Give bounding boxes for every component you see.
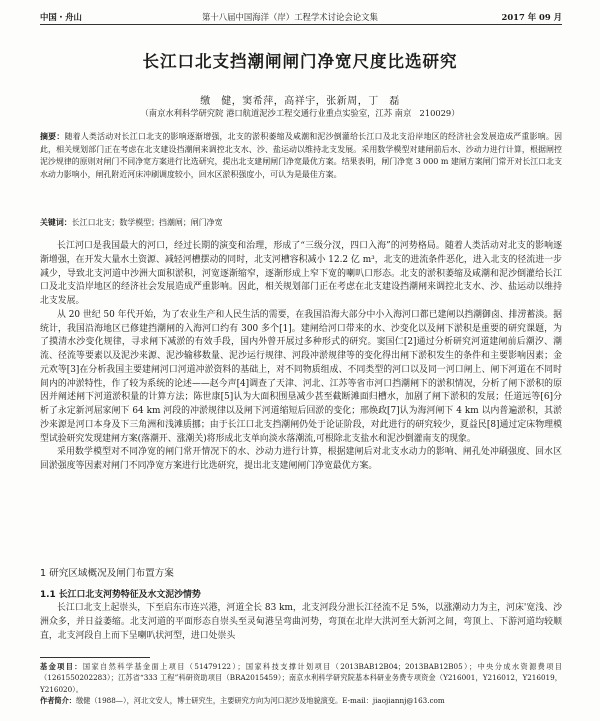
keywords bbox=[40, 217, 562, 230]
paper-title: 长江口北支挡潮闸闸门净宽尺度比选研究 bbox=[142, 52, 458, 71]
keywords-label: 关键词： bbox=[40, 218, 72, 227]
body-paragraph: 从 20 世纪 50 年代开始，为了农业生产和人民生活的需要，在我国沿海大部分中小入海河口都已建闸以挡潮御卤、排涝蓄淡。据统计，我国沿海地区已修建挡潮闸的入海河口约有 300 多个[1]。建闸给河口带来的水、沙变化以及闸下淤积是重要的研究课题，为了摸清水沙变化规律，寻求闸下减淤的有效手段，国内外曾开展过多种形式的研究。窦国仁[2]通过分析研究河道建闸前后潮汐、潮流、径流等要素以及泥沙来源、泥沙输移数量、泥沙运行规律、河段冲淤规律等的变化得出闸下淤积发生的条件和主要影响因素；金元欢等[3]在分析我国主要建闸河口河道冲淤资料的基础上，对不同物质组成、不同类型的河口以及同一河口闸上、闸下河道在不同时间内的冲淤特性，作了较为系统的论述——赵今声[4]调查了天津、河北、江苏等省市河口挡潮闸下的淤积情况，分析了闸下淤积的原因并阐述闸下河道淤积量的计算方法；陈世康[5]认为大面积围垦减少甚至截断滩面归槽水，加剧了闸下淤积的发展；任道远等[6]分析了永定新河屈家闸下 64 km 河段的冲淤规律以及闸下河道缩短后回淤的变化；邢焕政[7]认为海河闸下 4 km 以内普遍淤积，其淤沙来源是河口本身及下三角洲和浅滩质挪；由于长江口北支挡潮闸仍处于论证阶段，对此进行的研究较少，夏益民[8]通过定床物理模型试验研究发现建闸方案(落潮开、涨潮关)将形成北支单向淡水落潮流,可根除北支盐水和泥沙倒灌南支的现象。 bbox=[40, 309, 562, 444]
header-location: 中国・舟山 bbox=[40, 12, 82, 22]
section-body bbox=[40, 602, 562, 643]
funding-label: 基金项目： bbox=[40, 662, 83, 671]
funding-note bbox=[40, 661, 562, 695]
keywords-text: 长江口北支；数学模型；挡潮闸；闸门净宽 bbox=[71, 218, 223, 227]
body-paragraph: 长江河口是我国最大的河口，经过长期的演变和治理，形成了“三级分汊，四口入海”的河势格局。随着人类活动对北支的影响逐渐增强，在开发大量水土资源、减轻河槽摆动的同时，北支河槽容积减小 12.2 亿 m³，北支的进流条件恶化，进入北支的径流进一步减少，导致北支河道中沙洲大面积淤积，河宽逐渐缩窄，逐渐形成上窄下宽的喇叭口形态。北支的淤积萎缩及咸潮和泥沙倒灌给长江口及北支沿岸地区的经济社会发展造成严重影响。因此，相关规划部门正在考虑在北支建设挡潮闸来调控北支水、沙、盐运动以维持北支发展。 bbox=[40, 241, 562, 306]
introduction bbox=[40, 240, 562, 474]
abstract-text: 随着人类活动对长江口北支的影响逐渐增强，北支的淤积萎缩及咸潮和泥沙倒灌给长江口及北支沿岸地区的经济社会发展造成严重影响。因此，相关规划部门正在考虑在北支建设挡潮闸来调控北支水、沙、盐运动以维持北支发展。采用数学模型对建闸前后水、沙动力进行计算，根据闸控泥沙规律的原则对闸门不同净宽方案进行比选研究，提出北支建闸闸门净宽最优方案。结果表明，闸门净宽 3 000 m 建闸方案闸门常开对长江口北支水动力影响小，闸孔附近河床冲刷调度较小，回水区淤积强度小，可认为是最佳方案。 bbox=[40, 132, 563, 179]
subsection-heading: 1.1 长江口北支河势特征及水文泥沙情势 bbox=[40, 590, 201, 600]
header-date: 2017 年 09 月 bbox=[501, 12, 562, 22]
author-bio-text: 缴健（1988—），河北文安人，博士研究生，主要研究方向为河口泥沙及地貌演变。E-mail：jiaojiannj@163.com bbox=[75, 695, 445, 705]
header-proceedings-title: 第十八届中国海洋（岸）工程学术讨论会论文集 bbox=[202, 12, 378, 22]
running-header bbox=[40, 10, 562, 25]
abstract bbox=[40, 131, 562, 181]
author-list: 缴 健，窦希萍，高祥宇，张新周，丁 磊 bbox=[200, 96, 400, 107]
footnotes bbox=[40, 661, 562, 706]
author-bio bbox=[40, 695, 562, 706]
author-bio-label: 作者简介： bbox=[40, 695, 76, 705]
body-paragraph: 长江口北支上起崇头，下至启东市连兴港，河道全长 83 km，北支河段分泄长江径流不足 5%，以涨潮动力为主，河床'宽浅、沙洲众多，并日益萎缩。北支河道的平面形态自崇头至灵甸港呈弯曲河势，弯顶在北岸大洪河至大新河之间，弯顶上、下游河道均较顺直，北支河段自上而下呈喇叭状河型，进口处崇头 bbox=[40, 603, 562, 641]
body-paragraph: 采用数学模型对不同净宽的闸门常开情况下的水、沙动力进行计算，根据建闸后对北支水动力的影响、闸孔处冲刷强度、回水区回淤强度等因素对闸门不同净宽方案进行比选研究，提出北支建闸闸门净宽最优方案。 bbox=[40, 447, 562, 471]
abstract-label: 摘要： bbox=[40, 132, 65, 141]
funding-text: 国家自然科学基金面上项目（51479122）；国家科技支撑计划项目（2013BAB12B04；2013BAB12B05）；中央分成水资源费项目（1261550202283）；江苏省“333 工程”科研资助项目（BRA2015459）；南京水利科学研究院基本科研业务费专项资金（Y216001，Y216012，Y216019，Y216020）。 bbox=[40, 662, 562, 694]
section-heading: 1 研究区域概况及闸门布置方案 bbox=[40, 568, 174, 579]
author-affiliation: （南京水利科学研究院 港口航道泥沙工程交通行业重点实验室，江苏 南京 210029） bbox=[140, 108, 460, 118]
footnote-divider bbox=[40, 657, 150, 658]
